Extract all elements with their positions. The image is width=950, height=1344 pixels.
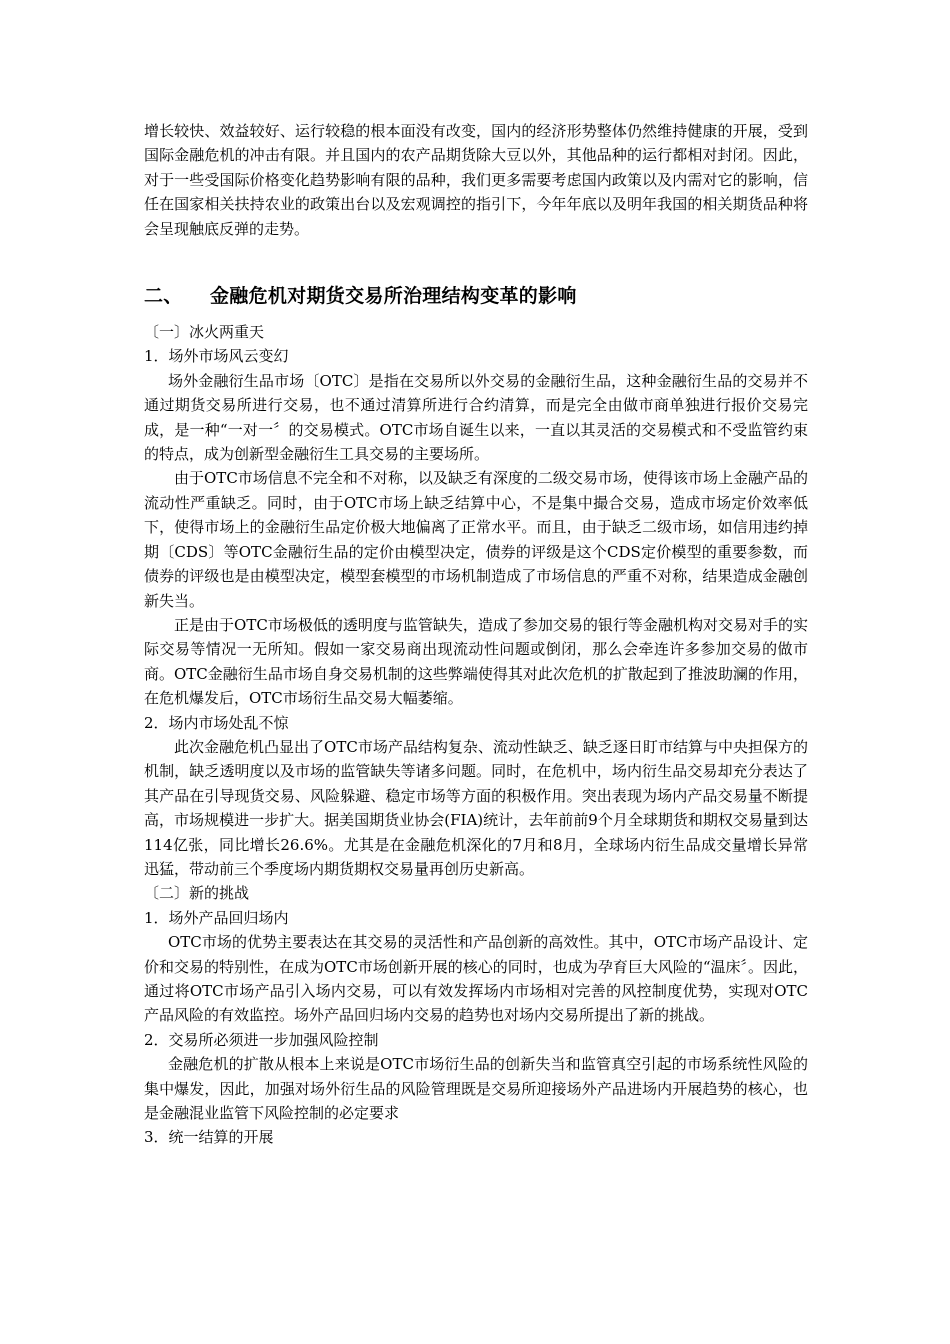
paragraph-1-1-b: 由于OTC市场信息不完全和不对称，以及缺乏有深度的二级交易市场，使得该市场上金融产品的流动性严重缺乏。同时，由于OTC市场上缺乏结算中心，不是集中撮合交易，造成市场定价效率低下，使得市场上的金融衍生品定价极大地偏离了正常水平。而且，由于缺乏二级市场，如信用违约掉期〔CDS〕等OTC金融衍生品的定价由模型决定，债券的评级是这个CDS定价模型的重要参数，而债券的评级也是由模型决定，模型套模型的市场机制造成了市场信息的严重不对称，结果造成金融创新失当。 [144,469,808,610]
paragraph-2-2-a: 金融危机的扩散从根本上来说是OTC市场衍生品的创新失当和监管真空引起的市场系统性风险的集中爆发，因此，加强对场外衍生品的风险管理既是交易所迎接场外产品进场内开展趋势的核心，也是金融混业监管下风险控制的必定要求 [144,1055,808,1123]
item-title-2-3: 3．统一结算的开展 [144,1128,274,1147]
paragraph-1-1-c: 正是由于OTC市场极低的透明度与监管缺失，造成了参加交易的银行等金融机构对交易对手的实际交易等情况一无所知。假如一家交易商出现流动性问题或倒闭，那么会牵连许多参加交易的做市商。OTC金融衍生品市场自身交易机制的这些弊端使得其对此次危机的扩散起到了推波助澜的作用，在危机爆发后，OTC市场衍生品交易大幅萎缩。 [144,615,808,708]
document-page [144,119,808,1150]
paragraph-1-2-a: 此次金融危机凸显出了OTC市场产品结构复杂、流动性缺乏、缺乏逐日盯市结算与中央担保方的机制，缺乏透明度以及市场的监管缺失等诸多问题。同时，在危机中，场内衍生品交易却充分表达了其产品在引导现货交易、风险躲避、稳定市场等方面的积极作用。突出表现为场内产品交易量不断提高，市场规模进一步扩大。据美国期货业协会(FIA)统计，去年前前9个月全球期货和期权交易量到达114亿张，同比增长26.6%。尤其是在金融危机深化的7月和8月，全球场内衍生品成交量增长异常迅猛，带动前三个季度场内期货期权交易量再创历史新高。 [144,737,808,878]
item-title-2-2: 2．交易所必须进一步加强风险控制 [144,1030,379,1049]
section-heading [144,282,808,310]
subsection-title-2: 〔二〕新的挑战 [144,884,250,903]
paragraph-2-1-a: OTC市场的优势主要表达在其交易的灵活性和产品创新的高效性。其中，OTC市场产品设计、定价和交易的特别性，在成为OTC市场创新开展的核心的同时，也成为孕育巨大风险的“温床〞。因此，通过将OTC市场产品引入场内交易，可以有效发挥场内市场相对完善的风控制度优势，实现对OTC产品风险的有效监控。场外产品回归场内交易的趋势也对场内交易所提出了新的挑战。 [144,933,808,1025]
item-title-1-2: 2．场内市场处乱不惊 [144,713,289,732]
section-number: 二、 [144,285,183,308]
section-title: 金融危机对期货交易所治理结构变革的影响 [210,285,577,308]
item-title-2-1: 1．场外产品回归场内 [144,908,289,927]
intro-paragraph: 增长较快、效益较好、运行较稳的根本面没有改变，国内的经济形势整体仍然维持健康的开展，受到国际金融危机的冲击有限。并且国内的农产品期货除大豆以外，其他品种的运行都相对封闭。因此，对于一些受国际价格变化趋势影响有限的品种，我们更多需要考虑国内政策以及内需对它的影响，信任在国家相关扶持农业的政策出台以及宏观调控的指引下，今年年底以及明年我国的相关期货品种将会呈现触底反弹的走势。 [144,122,808,238]
item-title-1-1: 1．场外市场风云变幻 [144,347,289,366]
subsection-title-1: 〔一〕冰火两重天 [144,323,265,342]
paragraph-1-1-a: 场外金融衍生品市场〔OTC〕是指在交易所以外交易的金融衍生品，这种金融衍生品的交易并不通过期货交易所进行交易，也不通过清算所进行合约清算，而是完全由做市商单独进行报价交易完成，是一种“一对一〞的交易模式。OTC市场自诞生以来，一直以其灵活的交易模式和不受监管约束的特点，成为创新型金融衍生工具交易的主要场所。 [144,371,808,464]
